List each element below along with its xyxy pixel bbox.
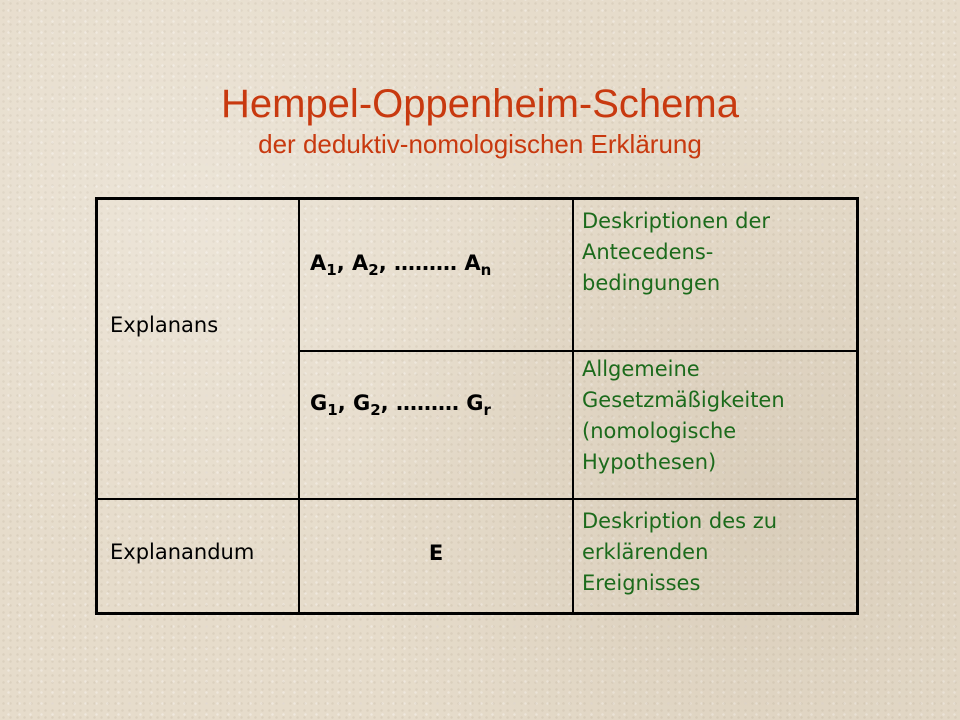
law-formula: $G_1$, $G_2$, ……… $G_r$ bbox=[310, 391, 491, 419]
antecedent-description: Deskriptionen der Antecedens- bedingungen bbox=[582, 209, 771, 295]
schema-table bbox=[95, 197, 859, 615]
explanandum-label: Explanandum bbox=[110, 540, 255, 564]
law-description: Allgemeine Gesetzmäßigkeiten (nomologische Hypothesen) bbox=[582, 357, 785, 474]
divider-horizontal-1 bbox=[298, 350, 856, 352]
explanans-label: Explanans bbox=[110, 313, 219, 337]
title-subtitle: der deduktiv-nomologischen Erklärung bbox=[258, 129, 702, 159]
event-description: Deskription des zu erklärenden Ereignisses bbox=[582, 509, 778, 595]
event-symbol: E bbox=[428, 541, 444, 565]
divider-horizontal-2 bbox=[98, 498, 856, 500]
slide-title bbox=[0, 80, 960, 160]
title-main: Hempel-Oppenheim-Schema bbox=[220, 82, 739, 126]
antecedent-formula: $A_1$, $A_2$, ……… $A_n$ bbox=[310, 251, 492, 279]
divider-vertical-2 bbox=[572, 200, 574, 612]
